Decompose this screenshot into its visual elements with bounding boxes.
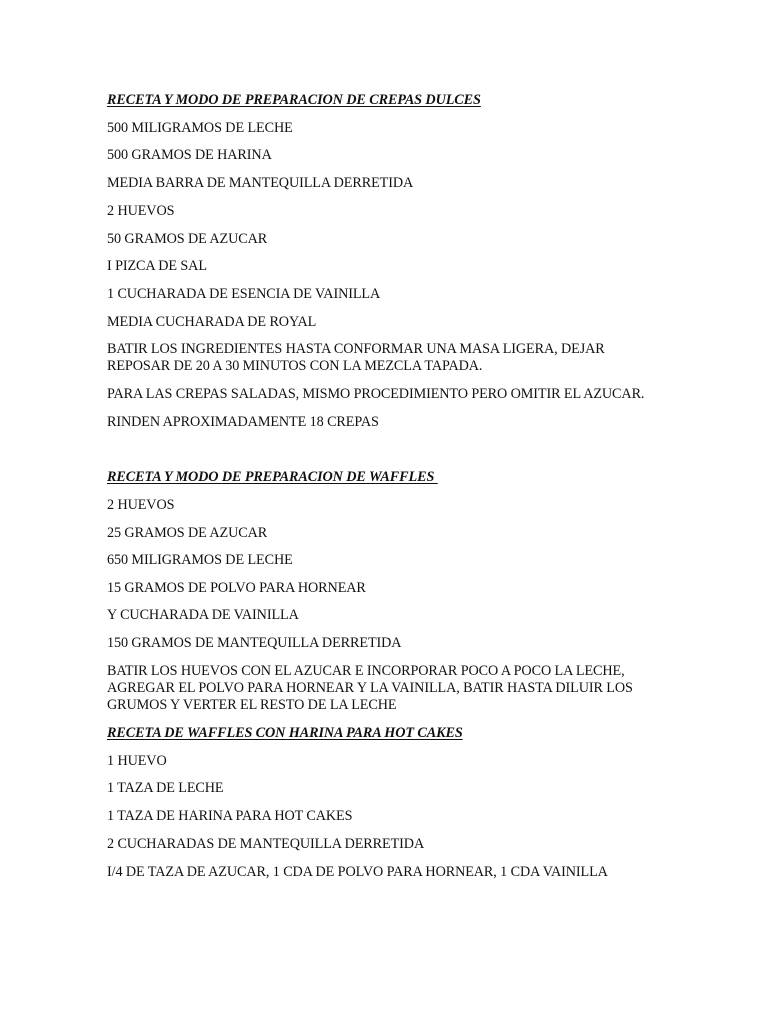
crepas-savory-note: PARA LAS CREPAS SALADAS, MISMO PROCEDIMIENTO PERO OMITIR EL AZUCAR.: [107, 386, 645, 402]
waffles-instructions-line: BATIR LOS HUEVOS CON EL AZUCAR E INCORPORAR POCO A POCO LA LECHE,: [107, 663, 625, 679]
crepas-ingredient: I PIZCA DE SAL: [107, 258, 207, 274]
hotcakes-waffles-title: RECETA DE WAFFLES CON HARINA PARA HOT CAKES: [107, 725, 463, 741]
crepas-instructions-line: REPOSAR DE 20 A 30 MINUTOS CON LA MEZCLA TAPADA.: [107, 358, 483, 374]
crepas-instructions-line: BATIR LOS INGREDIENTES HASTA CONFORMAR UNA MASA LIGERA, DEJAR: [107, 341, 605, 357]
hotcakes-ingredient: 2 CUCHARADAS DE MANTEQUILLA DERRETIDA: [107, 836, 425, 852]
waffles-ingredient: 25 GRAMOS DE AZUCAR: [107, 525, 268, 541]
waffles-ingredient: 150 GRAMOS DE MANTEQUILLA DERRETIDA: [107, 635, 402, 651]
waffles-ingredient: 15 GRAMOS DE POLVO PARA HORNEAR: [107, 580, 366, 596]
crepas-yield: RINDEN APROXIMADAMENTE 18 CREPAS: [107, 414, 379, 430]
waffles-instructions-line: AGREGAR EL POLVO PARA HORNEAR Y LA VAINILLA, BATIR HASTA DILUIR LOS: [107, 680, 633, 696]
waffles-title: RECETA Y MODO DE PREPARACION DE WAFFLES: [107, 469, 438, 485]
crepas-ingredient: MEDIA CUCHARADA DE ROYAL: [107, 314, 317, 330]
hotcakes-ingredient: 1 TAZA DE HARINA PARA HOT CAKES: [107, 808, 353, 824]
crepas-ingredient: MEDIA BARRA DE MANTEQUILLA DERRETIDA: [107, 175, 414, 191]
crepas-ingredient: 1 CUCHARADA DE ESENCIA DE VAINILLA: [107, 286, 381, 302]
waffles-ingredient: 2 HUEVOS: [107, 497, 175, 513]
hotcakes-ingredient: I/4 DE TAZA DE AZUCAR, 1 CDA DE POLVO PARA HORNEAR, 1 CDA VAINILLA: [107, 864, 608, 880]
crepas-title: RECETA Y MODO DE PREPARACION DE CREPAS DULCES: [107, 92, 481, 108]
waffles-ingredient: 650 MILIGRAMOS DE LECHE: [107, 552, 293, 568]
crepas-ingredient: 500 GRAMOS DE HARINA: [107, 147, 272, 163]
hotcakes-ingredient: 1 TAZA DE LECHE: [107, 780, 224, 796]
waffles-ingredient: Y CUCHARADA DE VAINILLA: [107, 607, 299, 623]
crepas-ingredient: 500 MILIGRAMOS DE LECHE: [107, 120, 293, 136]
crepas-ingredient: 2 HUEVOS: [107, 203, 175, 219]
hotcakes-ingredient: 1 HUEVO: [107, 753, 167, 769]
crepas-ingredient: 50 GRAMOS DE AZUCAR: [107, 231, 268, 247]
waffles-instructions-line: GRUMOS Y VERTER EL RESTO DE LA LECHE: [107, 697, 397, 713]
